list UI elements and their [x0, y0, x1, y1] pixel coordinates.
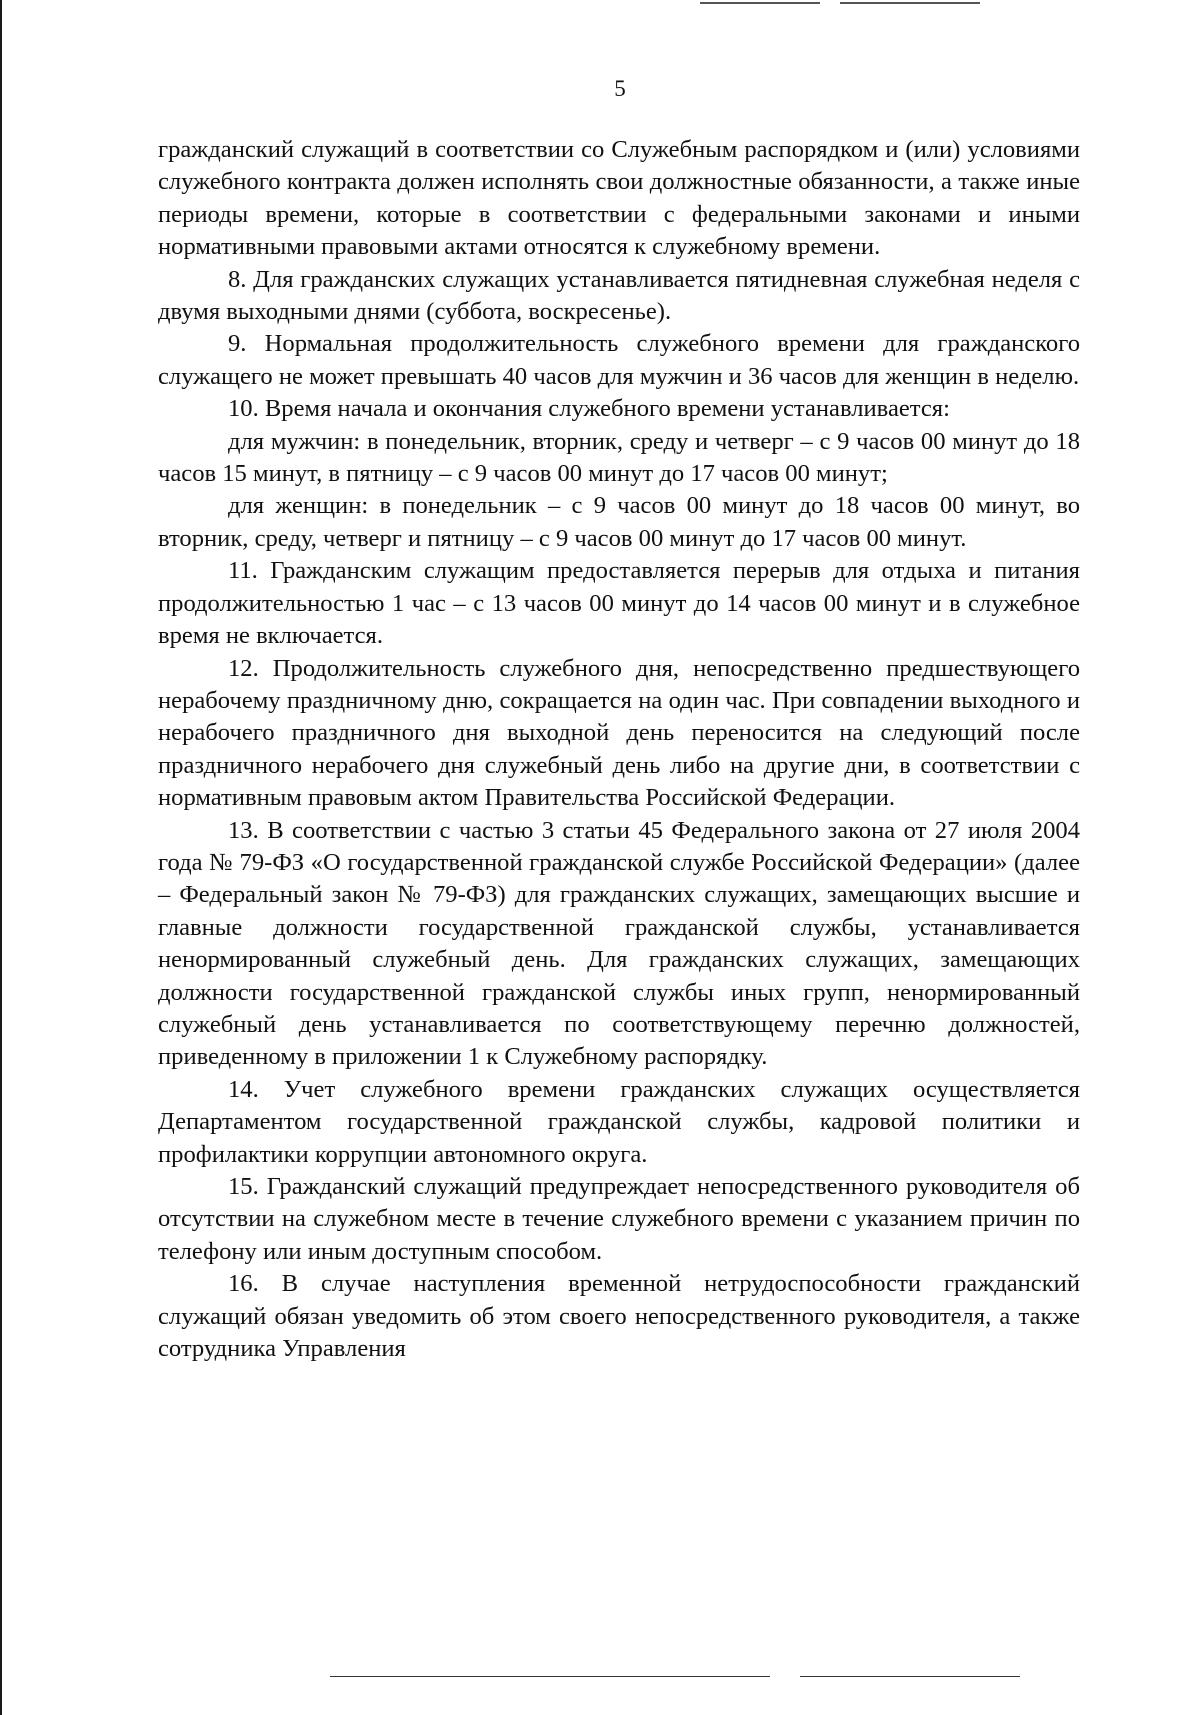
scan-mark-bottom: [800, 1676, 1020, 1677]
paragraph-11: 11. Гражданским служащим предоставляется перерыв для отдыха и питания продолжительностью 1 час – с 13 часов 00 минут до 14 часов 00 минут и в служебное время не включается.: [158, 557, 1080, 650]
scan-mark-top: [700, 2, 820, 4]
paragraph-9: 9. Нормальная продолжительность служебного времени для гражданского служащего не может превышать 40 часов для мужчин и 36 часов для женщин в неделю.: [158, 330, 1080, 390]
paragraph-10-men: для мужчин: в понедельник, вторник, среду и четверг – с 9 часов 00 минут до 18 часов 15 минут, в пятницу – с 9 часов 00 минут до 17 часов 00 минут;: [158, 427, 1080, 488]
paragraph-8: 8. Для гражданских служащих устанавливается пятидневная служебная неделя с двумя выходными днями (суббота, воскресенье).: [158, 265, 1080, 326]
paragraph-13: 13. В соответствии с частью 3 статьи 45 Федерального закона от 27 июля 2004 года № 79-ФЗ «О государственной гражданской службе Российской Федерации» (далее – Федеральный закон № 79-ФЗ) для гражданских служащих, замещающих высшие и главные должности государственной гражданской службы, устанавливается ненормированный служебный день. Для гражданских служащих, замещающих должности государственной гражданской службы иных групп, ненормированный служебный день устанавливается по соответствующему перечню должностей, приведенному в приложении 1 к Служебному распорядку.: [158, 816, 1080, 1071]
page-number: 5: [614, 76, 626, 101]
document-body: [158, 134, 1080, 1365]
paragraph-14: 14. Учет служебного времени гражданских служащих осуществляется Департаментом государственной гражданской службы, кадровой политики и профилактики коррупции автономного округа.: [158, 1075, 1080, 1168]
scan-mark-bottom: [330, 1676, 770, 1677]
paragraph-16: 16. В случае наступления временной нетрудоспособности гражданский служащий обязан уведомить об этом своего непосредственного руководителя, а также сотрудника Управления: [158, 1270, 1080, 1363]
scan-edge-left: [0, 0, 2, 1715]
paragraph-10-women: для женщин: в понедельник – с 9 часов 00 минут до 18 часов 00 минут, во вторник, среду, четверг и пятницу – с 9 часов 00 минут до 17 часов 00 минут.: [158, 492, 1080, 552]
scan-mark-top: [840, 2, 980, 4]
paragraph-12: 12. Продолжительность служебного дня, непосредственно предшествующего нерабочему праздничному дню, сокращается на один час. При совпадении выходного и нерабочего праздничного дня выходной день переносится на следующий после праздничного нерабочего дня служебный день либо на другие дни, в соответствии с нормативным правовым актом Правительства Российской Федерации.: [158, 654, 1080, 812]
paragraph-15: 15. Гражданский служащий предупреждает непосредственного руководителя об отсутствии на служебном месте в течение служебного времени с указанием причин по телефону или иным доступным способом.: [158, 1173, 1080, 1265]
paragraph-10: 10. Время начала и окончания служебного времени устанавливается:: [228, 395, 950, 423]
paragraph-7-continuation: гражданский служащий в соответствии со Служебным распорядком и (или) условиями служебного контракта должен исполнять свои должностные обязанности, а также иные периоды времени, которые в соответствии с федеральными законами и иными нормативными правовыми актами относятся к служебному времени.: [158, 136, 1080, 261]
